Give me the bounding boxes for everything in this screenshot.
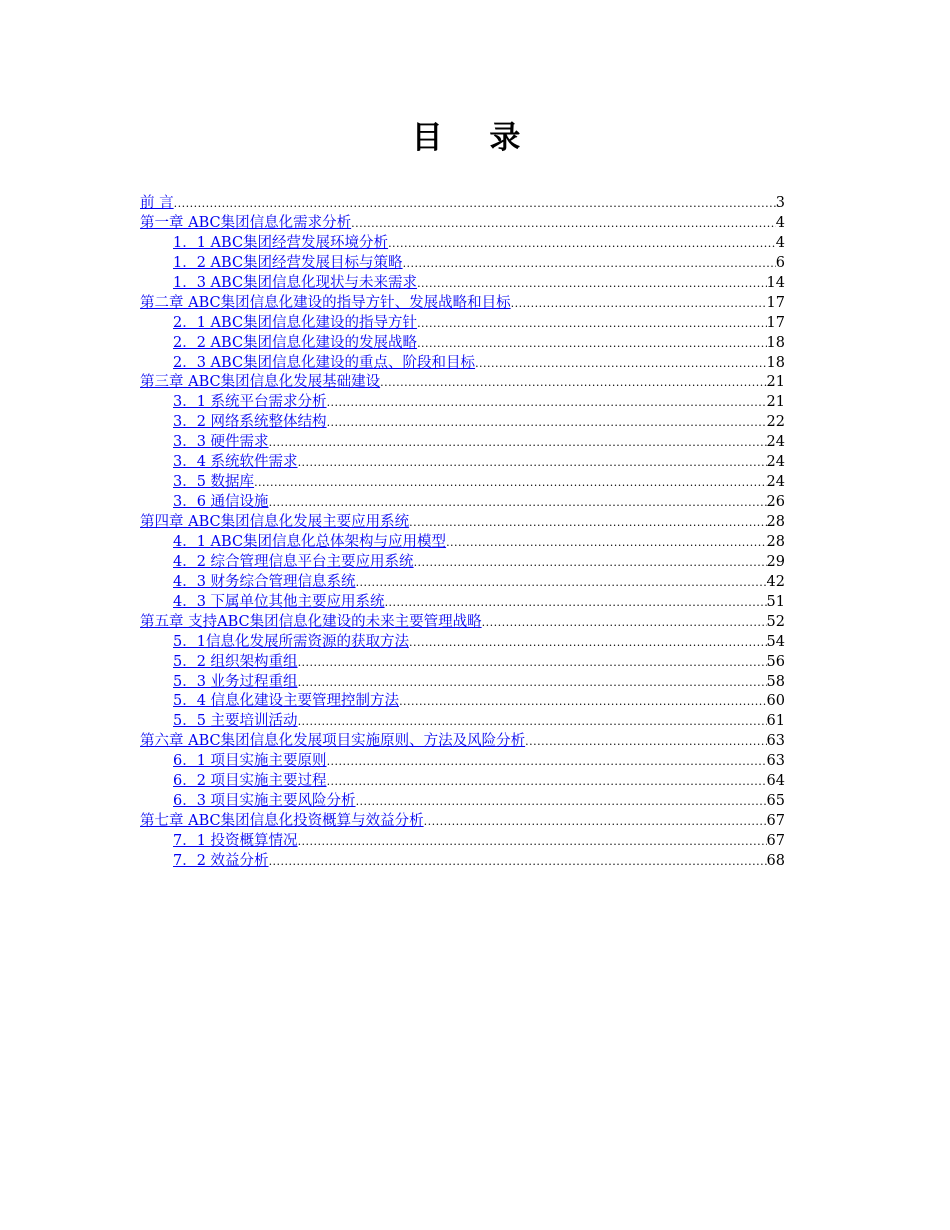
toc-page-number: 54 xyxy=(766,633,785,650)
toc-entry-link[interactable]: 4．2 综合管理信息平台主要应用系统 xyxy=(173,553,414,570)
toc-entry-link[interactable]: 5．2 组织架构重组 xyxy=(173,653,298,670)
toc-entry-link[interactable]: 7．1 投资概算情况 xyxy=(173,833,298,849)
toc-dot-leader xyxy=(417,317,766,330)
toc-entry xyxy=(140,331,785,351)
toc-entry-link[interactable]: 6．2 项目实施主要过程 xyxy=(173,773,327,790)
toc-entry xyxy=(140,570,785,590)
toc-dot-leader xyxy=(327,396,767,409)
toc-page-number: 52 xyxy=(766,613,785,630)
toc-entry xyxy=(140,450,785,470)
toc-entry-link[interactable]: 2．1 ABC集团信息化建设的指导方针 xyxy=(173,314,418,331)
toc-dot-leader xyxy=(446,536,766,549)
toc-dot-leader xyxy=(475,357,766,370)
toc-page-number: 18 xyxy=(766,354,785,371)
toc-dot-leader xyxy=(298,676,767,689)
toc-dot-leader xyxy=(385,596,767,609)
toc-dot-leader xyxy=(424,815,767,828)
toc-dot-leader xyxy=(380,376,766,389)
toc-page-number: 28 xyxy=(766,514,785,530)
toc-page-number: 22 xyxy=(766,414,785,431)
toc-entry xyxy=(140,729,785,749)
toc-dot-leader xyxy=(482,616,767,629)
toc-entry-link[interactable]: 7．2 效益分析 xyxy=(173,852,269,869)
toc-page-number: 56 xyxy=(766,653,785,670)
toc-entry xyxy=(140,590,785,610)
toc-entry xyxy=(140,231,785,251)
toc-entry-link[interactable]: 6．1 项目实施主要原则 xyxy=(173,753,327,770)
toc-page-number: 6 xyxy=(775,254,785,271)
toc-entry xyxy=(140,849,785,869)
toc-page-number: 21 xyxy=(766,374,785,391)
toc-entry xyxy=(140,550,785,570)
toc-page-number: 67 xyxy=(766,833,785,849)
toc-page-number: 63 xyxy=(766,733,785,750)
toc-entry-link[interactable]: 第一章 ABC集团信息化需求分析 xyxy=(140,214,352,231)
toc-entry xyxy=(140,610,785,630)
toc-entry xyxy=(140,430,785,450)
toc-entry xyxy=(140,829,785,849)
toc-dot-leader xyxy=(351,217,776,230)
toc-page-number: 21 xyxy=(766,394,785,411)
toc-entry xyxy=(140,630,785,650)
toc-page-number: 29 xyxy=(766,553,785,570)
toc-dot-leader xyxy=(525,735,766,748)
toc-page-number: 4 xyxy=(775,234,785,251)
toc-page-number: 51 xyxy=(766,593,785,610)
toc-entry xyxy=(140,749,785,769)
toc-entry-link[interactable]: 3．2 网络系统整体结构 xyxy=(173,414,327,431)
toc-page-number: 63 xyxy=(766,753,785,770)
toc-entry xyxy=(140,709,785,729)
toc-entry xyxy=(140,650,785,670)
toc-entry xyxy=(140,191,785,211)
toc-entry xyxy=(140,809,785,829)
toc-entry-link[interactable]: 1．1 ABC集团经营发展环境分析 xyxy=(173,234,389,251)
toc-entry-link[interactable]: 第二章 ABC集团信息化建设的指导方针、发展战略和目标 xyxy=(140,294,511,311)
toc-dot-leader xyxy=(417,277,766,290)
toc-page-number: 58 xyxy=(766,673,785,690)
toc-dot-leader xyxy=(409,636,767,649)
toc-page-number: 67 xyxy=(766,813,785,830)
toc-page-number: 4 xyxy=(775,214,785,231)
toc-page-number: 61 xyxy=(766,713,785,730)
toc-entry xyxy=(140,670,785,690)
toc-entry xyxy=(140,311,785,331)
toc-entry xyxy=(140,351,785,371)
toc-entry-link[interactable]: 3．6 通信设施 xyxy=(173,494,269,511)
toc-entry xyxy=(140,769,785,789)
toc-dot-leader xyxy=(417,337,766,350)
toc-entry-link[interactable]: 第七章 ABC集团信息化投资概算与效益分析 xyxy=(140,813,424,830)
toc-entry-link[interactable]: 3．3 硬件需求 xyxy=(173,434,269,451)
toc-entry-link[interactable]: 3．1 系统平台需求分析 xyxy=(173,394,327,411)
toc-page-number: 24 xyxy=(766,474,785,491)
toc-entry-link[interactable]: 第五章 支持ABC集团信息化建设的未来主要管理战略 xyxy=(140,613,482,630)
toc-page-number: 42 xyxy=(766,573,785,590)
page-title: 目 录 xyxy=(411,120,539,156)
toc-dot-leader xyxy=(298,456,767,469)
toc-entry xyxy=(140,251,785,271)
toc-dot-leader xyxy=(511,297,767,310)
toc-entry-link[interactable]: 1．3 ABC集团信息化现状与未来需求 xyxy=(173,274,418,291)
toc-entry-link[interactable]: 第四章 ABC集团信息化发展主要应用系统 xyxy=(140,514,410,530)
toc-dot-leader xyxy=(414,556,767,569)
toc-entry-link[interactable]: 2．2 ABC集团信息化建设的发展战略 xyxy=(173,334,418,351)
toc-dot-leader xyxy=(356,576,767,589)
toc-entry-link[interactable]: 5．1信息化发展所需资源的获取方法 xyxy=(173,633,409,650)
toc-entry-link[interactable]: 5．3 业务过程重组 xyxy=(173,673,298,690)
toc-entry-link[interactable]: 1．2 ABC集团经营发展目标与策略 xyxy=(173,254,403,271)
toc-entry xyxy=(140,470,785,490)
toc-entry xyxy=(140,410,785,430)
toc-dot-leader xyxy=(403,257,776,270)
toc-entry-link[interactable]: 4．3 下属单位其他主要应用系统 xyxy=(173,593,385,610)
toc-dot-leader xyxy=(409,516,766,529)
toc-entry-link[interactable]: 3．4 系统软件需求 xyxy=(173,454,298,471)
toc-entry xyxy=(140,211,785,231)
toc-dot-leader xyxy=(327,416,767,429)
toc-page-number: 64 xyxy=(766,773,785,790)
toc-page-number: 26 xyxy=(766,494,785,511)
toc-page-number: 65 xyxy=(766,793,785,810)
toc-page-number: 68 xyxy=(766,852,785,869)
toc-entry xyxy=(140,789,785,809)
toc-entry-link[interactable]: 4．1 ABC集团信息化总体架构与应用模型 xyxy=(173,533,447,550)
toc-dot-leader xyxy=(298,715,767,728)
toc-page-number: 60 xyxy=(766,693,785,710)
toc-entry xyxy=(140,370,785,390)
toc-dot-leader xyxy=(174,197,776,210)
toc-entry xyxy=(140,510,785,530)
toc-dot-leader xyxy=(269,436,767,449)
table-of-contents xyxy=(140,191,785,869)
toc-dot-leader xyxy=(388,237,776,250)
toc-dot-leader xyxy=(269,496,767,509)
toc-dot-leader xyxy=(399,695,766,708)
toc-entry-link[interactable]: 第三章 ABC集团信息化发展基础建设 xyxy=(140,374,381,391)
toc-entry-link[interactable]: 2．3 ABC集团信息化建设的重点、阶段和目标 xyxy=(173,354,476,371)
toc-entry-link[interactable]: 4．3 财务综合管理信息系统 xyxy=(173,573,356,590)
toc-entry-link[interactable]: 6．3 项目实施主要风险分析 xyxy=(173,793,356,810)
toc-entry-link[interactable]: 3．5 数据库 xyxy=(173,474,255,491)
toc-page-number: 3 xyxy=(775,195,785,211)
toc-page-number: 24 xyxy=(766,454,785,471)
toc-dot-leader xyxy=(298,656,767,669)
toc-page-number: 17 xyxy=(766,314,785,331)
toc-entry-link[interactable]: 5．5 主要培训活动 xyxy=(173,713,298,730)
toc-entry-link[interactable]: 第六章 ABC集团信息化发展项目实施原则、方法及风险分析 xyxy=(140,733,526,750)
toc-page-number: 14 xyxy=(766,274,785,291)
toc-dot-leader xyxy=(356,795,767,808)
toc-entry xyxy=(140,530,785,550)
toc-entry xyxy=(140,271,785,291)
toc-page-number: 28 xyxy=(766,533,785,550)
toc-entry xyxy=(140,291,785,311)
toc-entry-link[interactable]: 5．4 信息化建设主要管理控制方法 xyxy=(173,693,400,710)
toc-entry xyxy=(140,390,785,410)
toc-dot-leader xyxy=(327,755,767,768)
toc-entry xyxy=(140,689,785,709)
toc-page-number: 18 xyxy=(766,334,785,351)
toc-dot-leader xyxy=(298,835,767,848)
toc-dot-leader xyxy=(327,775,767,788)
toc-dot-leader xyxy=(269,855,767,868)
toc-entry xyxy=(140,490,785,510)
toc-page-number: 24 xyxy=(766,434,785,451)
toc-entry-link[interactable]: 前 言 xyxy=(140,195,174,211)
toc-page-number: 17 xyxy=(766,294,785,311)
toc-dot-leader xyxy=(254,476,766,489)
